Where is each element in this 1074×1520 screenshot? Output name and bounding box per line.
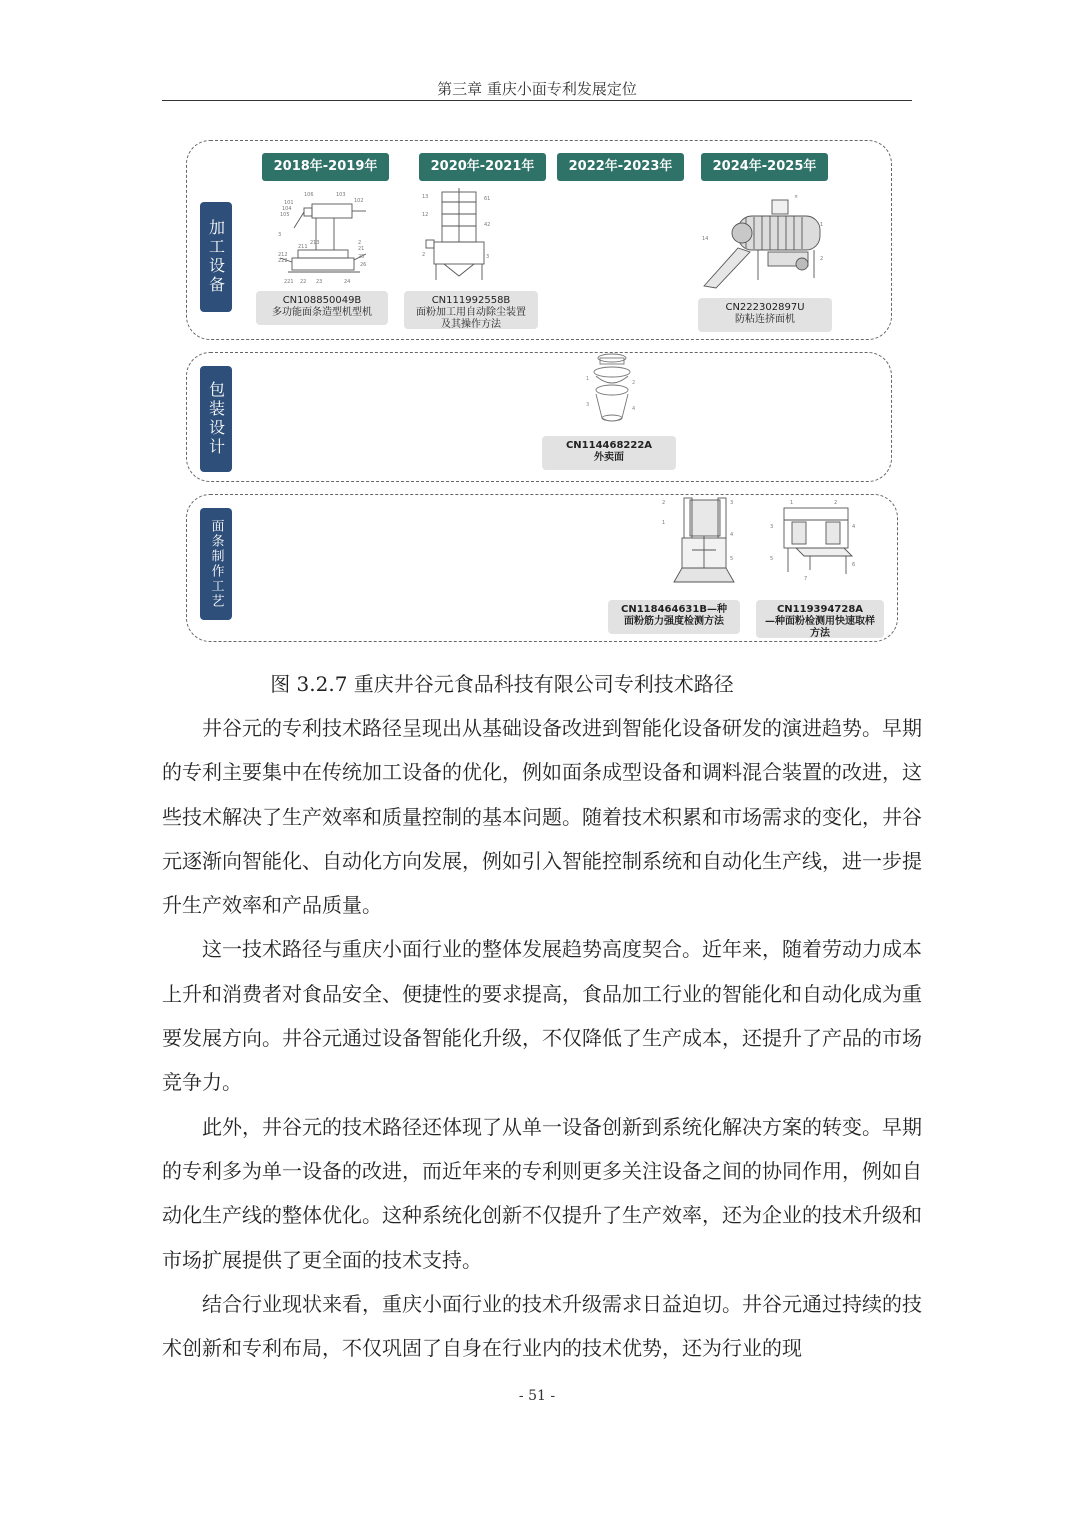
svg-text:1: 1: [662, 520, 666, 526]
patent-title: 面粉加工用自动除尘装置及其操作方法: [416, 307, 526, 330]
row-label-packaging: 包装设计: [200, 366, 232, 472]
svg-text:23: 23: [316, 279, 323, 285]
patent-number: CN119394728A: [776, 604, 864, 615]
svg-text:6: 6: [852, 562, 856, 568]
svg-text:3: 3: [278, 232, 282, 238]
patent-caption: [756, 600, 884, 638]
patent-title: 外卖面: [594, 452, 624, 463]
svg-text:61: 61: [484, 196, 491, 202]
svg-text:26: 26: [360, 262, 367, 268]
patent-title: 面粉筋力强度检测方法: [624, 616, 724, 627]
svg-text:×: ×: [794, 194, 799, 200]
svg-text:2: 2: [358, 240, 362, 246]
paragraph: 结合行业现状来看，重庆小面行业的技术升级需求日益迫切。井谷元通过持续的技术创新和专利布局，不仅巩固了自身在行业内的技术优势，还为行业的现: [162, 1291, 922, 1361]
patent-caption: [542, 436, 676, 470]
svg-text:1: 1: [586, 376, 590, 382]
band-packaging-design: [186, 352, 892, 482]
patent-title: —种面粉检测用快速取样方法: [765, 616, 875, 639]
svg-text:22: 22: [300, 279, 307, 285]
svg-text:2: 2: [834, 500, 838, 506]
patent-caption: [608, 600, 740, 634]
svg-text:222: 222: [278, 258, 288, 264]
svg-text:103: 103: [336, 192, 346, 198]
patent-number: CN222302897U: [725, 302, 805, 313]
patent-caption: [698, 298, 832, 332]
svg-text:1: 1: [790, 500, 794, 506]
svg-text:104: 104: [282, 206, 292, 212]
patent-number: CN111992558B: [431, 295, 511, 306]
svg-text:1: 1: [820, 222, 824, 228]
svg-text:4: 4: [730, 532, 734, 538]
year-tag-2024-2025: 2024年-2025年: [701, 153, 828, 181]
svg-text:3: 3: [770, 524, 774, 530]
sampling-device-drawing: [770, 498, 862, 582]
svg-text:4: 4: [632, 406, 636, 412]
svg-text:5: 5: [730, 556, 734, 562]
svg-text:21: 21: [358, 246, 365, 252]
svg-text:212: 212: [278, 252, 288, 258]
svg-text:12: 12: [422, 212, 429, 218]
svg-text:24: 24: [344, 279, 351, 285]
year-tag-2022-2023: 2022年-2023年: [557, 153, 684, 181]
svg-text:101: 101: [284, 200, 294, 206]
svg-text:2: 2: [820, 256, 824, 262]
body-text: [162, 706, 922, 1370]
svg-text:42: 42: [484, 222, 491, 228]
row-label-process: 面条制作工艺: [200, 508, 232, 620]
patent-title: 防粘连挤面机: [735, 314, 795, 325]
svg-text:102: 102: [354, 198, 364, 204]
patent-caption: [256, 291, 388, 325]
takeout-bowl-drawing: [586, 350, 638, 432]
dust-removal-device-drawing: [422, 186, 500, 284]
paragraph: 井谷元的专利技术路径呈现出从基础设备改进到智能化设备研发的演进趋势。早期的专利主要集中在传统加工设备的优化，例如面条成型设备和调料混合装置的改进，这些技术解决了生产效率和质量控制的基本问题。随着技术积累和市场需求的变化，井谷元逐渐向智能化、自动化方向发展，例如引入智能控制系统和自动化生产线，进一步提升生产效率和产品质量。: [162, 716, 922, 918]
patent-number: CN114468222A: [565, 440, 653, 451]
svg-text:221: 221: [284, 279, 294, 285]
patent-title: 多功能面条造型机型机: [272, 307, 372, 318]
svg-text:13: 13: [422, 194, 429, 200]
figure-caption: 图 3.2.7 重庆井谷元食品科技有限公司专利技术路径: [270, 672, 734, 696]
header-rule: [162, 100, 912, 101]
page-header: 第三章 重庆小面专利发展定位: [437, 80, 637, 98]
year-tag-2020-2021: 2020年-2021年: [419, 153, 546, 181]
svg-text:3: 3: [486, 254, 490, 260]
svg-text:25: 25: [358, 254, 365, 260]
patent-number: CN118464631B—种: [621, 604, 727, 615]
patent-number: CN108850049B: [282, 295, 362, 306]
paragraph: 这一技术路径与重庆小面行业的整体发展趋势高度契合。近年来，随着劳动力成本上升和消费者对食品安全、便捷性的要求提高，食品加工行业的智能化和自动化成为重要发展方向。井谷元通过设备智能化升级，不仅降低了生产成本，还提升了产品的市场竞争力。: [162, 937, 922, 1095]
gluten-test-device-drawing: [662, 494, 742, 590]
svg-text:4: 4: [852, 524, 856, 530]
svg-text:106: 106: [304, 192, 314, 198]
svg-text:3: 3: [730, 500, 734, 506]
svg-text:2: 2: [632, 380, 636, 386]
svg-text:14: 14: [702, 236, 709, 242]
svg-text:2: 2: [422, 252, 426, 258]
patent-caption: [404, 291, 538, 329]
patent-route-figure: [182, 138, 902, 648]
svg-text:213: 213: [310, 240, 320, 246]
svg-text:211: 211: [298, 244, 308, 250]
row-label-processing: 加工设备: [200, 202, 232, 312]
svg-text:7: 7: [804, 576, 808, 582]
noodle-forming-machine-drawing: [274, 188, 374, 286]
year-tag-2018-2019: 2018年-2019年: [262, 153, 389, 181]
page-number: - 51 -: [518, 1388, 556, 1404]
svg-text:105: 105: [280, 212, 290, 218]
extruder-drawing: [698, 190, 838, 290]
svg-text:2: 2: [662, 500, 666, 506]
svg-text:5: 5: [770, 556, 774, 562]
paragraph: 此外，井谷元的技术路径还体现了从单一设备创新到系统化解决方案的转变。早期的专利多为单一设备的改进，而近年来的专利则更多关注设备之间的协同作用，例如自动化生产线的整体优化。这种系统化创新不仅提升了生产效率，还为企业的技术升级和市场扩展提供了更全面的技术支持。: [162, 1114, 922, 1272]
svg-text:3: 3: [586, 402, 590, 408]
